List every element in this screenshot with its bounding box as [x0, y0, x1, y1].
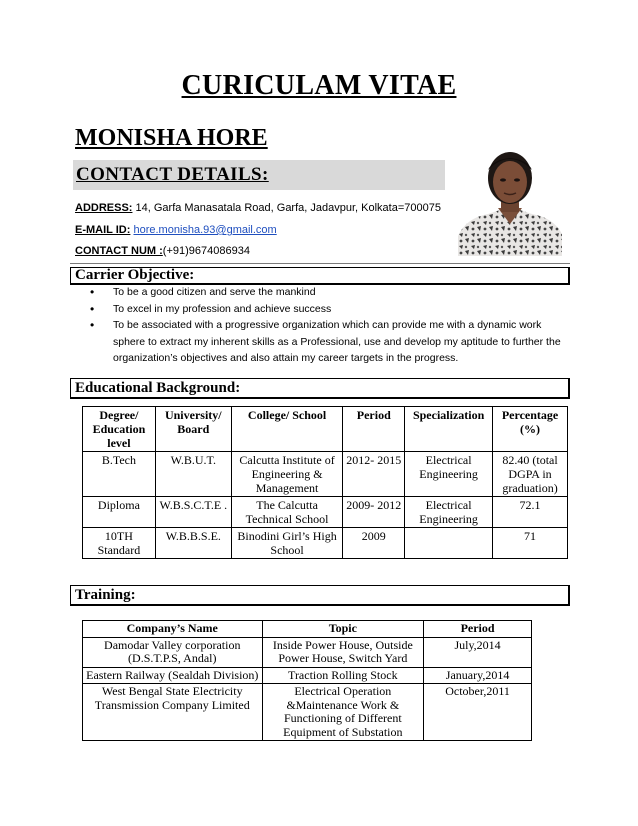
profile-photo [458, 148, 562, 256]
table-cell: W.B.S.C.T.E . [155, 497, 231, 528]
col-header: Period [343, 407, 405, 452]
table-cell: Electrical Operation &Maintenance Work & Functioning of Different Equipment of Substation [262, 684, 424, 741]
table-cell: Inside Power House, Outside Power House, Switch Yard [262, 637, 424, 667]
table-cell: July,2014 [424, 637, 532, 667]
address-line [75, 202, 441, 214]
col-header: Degree/ Education level [83, 407, 156, 452]
col-header: University/ Board [155, 407, 231, 452]
col-header: Percentage (%) [493, 407, 568, 452]
table-cell: B.Tech [83, 452, 156, 497]
table-cell: 10TH Standard [83, 528, 156, 559]
training-heading: Training: [75, 587, 136, 603]
objective-item: • To be associated with a progressive organization which can provide me with a dynamic work sphere to extract my inherent skills as a Professional, use and develop my aptitude to further the organization’s objectives and also attain my career targets in the progress. [95, 317, 565, 367]
table-cell: 2009 [343, 528, 405, 559]
table-row [83, 452, 568, 497]
table-cell: The Calcutta Technical School [231, 497, 343, 528]
email-line [75, 224, 277, 236]
phone-label: CONTACT NUM : [75, 245, 163, 257]
table-row [83, 637, 532, 667]
address-label: ADDRESS: [75, 202, 133, 214]
table-cell: Electrical Engineering [405, 452, 493, 497]
col-header: Period [424, 621, 532, 638]
table-cell: Diploma [83, 497, 156, 528]
table-cell: Damodar Valley corporation (D.S.T.P.S, Andal) [83, 637, 263, 667]
table-cell: W.B.B.S.E. [155, 528, 231, 559]
email-link[interactable]: hore.monisha.93@gmail.com [133, 224, 277, 236]
table-header-row [83, 621, 532, 638]
objective-heading: Carrier Objective: [75, 267, 195, 283]
document-title: CURICULAM VITAE [181, 70, 457, 101]
table-cell: 82.40 (total DGPA in graduation) [493, 452, 568, 497]
phone-line [75, 245, 250, 257]
table-cell: Traction Rolling Stock [262, 667, 424, 684]
col-header: Specialization [405, 407, 493, 452]
table-header-row [83, 407, 568, 452]
table-cell: Calcutta Institute of Engineering & Management [231, 452, 343, 497]
education-heading: Educational Background: [75, 380, 241, 396]
address-value: 14, Garfa Manasatala Road, Garfa, Jadavpur, Kolkata=700075 [132, 202, 441, 214]
col-header: Company’s Name [83, 621, 263, 638]
table-cell: January,2014 [424, 667, 532, 684]
candidate-name: MONISHA HORE [75, 125, 268, 151]
contact-heading: CONTACT DETAILS: [76, 164, 269, 185]
table-cell: W.B.U.T. [155, 452, 231, 497]
table-cell [405, 528, 493, 559]
table-row [83, 667, 532, 684]
objective-item: • To be a good citizen and serve the mankind [95, 284, 565, 301]
objective-section-header [70, 267, 570, 285]
table-cell: Electrical Engineering [405, 497, 493, 528]
objective-item: • To excel in my profession and achieve success [95, 301, 565, 318]
col-header: College/ School [231, 407, 343, 452]
table-cell: 2012- 2015 [343, 452, 405, 497]
table-cell: 72.1 [493, 497, 568, 528]
table-cell: West Bengal State Electricity Transmission Company Limited [83, 684, 263, 741]
table-cell: 71 [493, 528, 568, 559]
education-table [82, 406, 568, 559]
table-row [83, 497, 568, 528]
table-cell: Eastern Railway (Sealdah Division) [83, 667, 263, 684]
education-section-header [70, 378, 570, 399]
divider [70, 263, 570, 264]
email-label: E-MAIL ID: [75, 224, 131, 236]
table-cell: Binodini Girl’s High School [231, 528, 343, 559]
training-section-header [70, 585, 570, 606]
training-table [82, 620, 532, 741]
phone-value: (+91)9674086934 [162, 245, 250, 257]
objective-list [95, 284, 565, 367]
table-cell: 2009- 2012 [343, 497, 405, 528]
table-cell: October,2011 [424, 684, 532, 741]
col-header: Topic [262, 621, 424, 638]
table-row [83, 684, 532, 741]
table-row [83, 528, 568, 559]
